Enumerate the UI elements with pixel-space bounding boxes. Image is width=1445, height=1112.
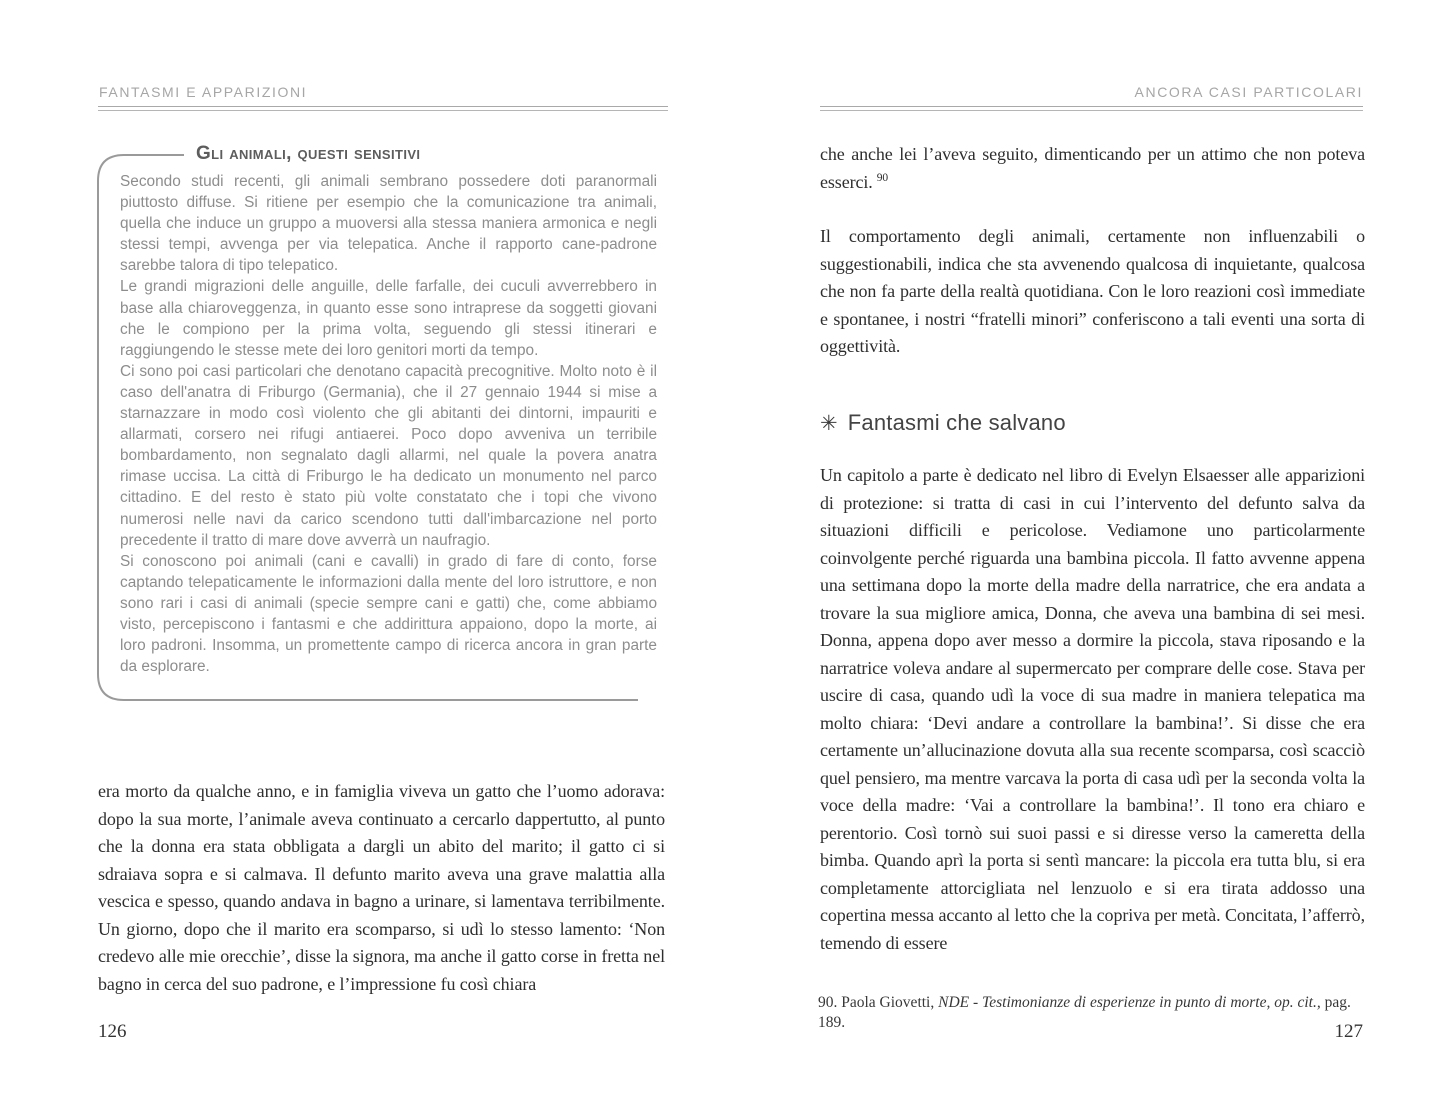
left-body-text: era morto da qualche anno, e in famiglia viveva un gatto che l’uomo adorava: dopo la sua morte, l’animale aveva continuato a cercarlo dappertutto, al punto che la donna era stata obbligata a dargli un abito del marito; il gatto ci si sdraiava sopra e si calmava. Il defunto marito aveva una grave malattia alla vescica e spesso, quando andava in bagno a urinare, si lamentava terribilmente. Un giorno, dopo che il marito era scomparso, si udì lo stesso lamento: ‘Non credevo alle mie orecchie’, disse la signora, ma anche il gatto corse in fretta nel bagno in cerca del suo padrone, e l’impressione fu così chiara <box>98 781 665 994</box>
right-running-header: ANCORA CASI PARTICOLARI <box>1134 84 1363 100</box>
right-paragraph-animals-behaviour: Il comportamento degli animali, certamente non influenzabili o suggestionabili, indica che sta avvenendo qualcosa di inquietante, qualcosa che non fa parte della realtà quotidiana. Con le loro reazioni così immediate e spontanee, i nostri “fratelli minori” conferiscono a tali eventi una sorta di oggettività. <box>820 226 1365 356</box>
box-paragraph: Si conoscono poi animali (cani e cavalli) in grado di fare di conto, forse captando telepaticamente le informazioni dalla mente del loro istruttore, e non sono rari i casi di animali (specie sempre cani e gatti) che, come abbiamo visto, percepiscono i fantasmi e che addirittura appaiono, dopo la morte, ai loro padroni. Insomma, un promettente campo di ricerca ancora in gran parte da esplorare. <box>120 552 657 676</box>
footnote-prefix: 90. Paola Giovetti, <box>818 994 939 1011</box>
box-paragraph: Le grandi migrazioni delle anguille, delle farfalle, dei cuculi avverrebbero in base alla chiaroveggenza, in quanto esse sono intraprese da soggetti giovani che le compiono per la prima volta, seguendo gli stessi itinerari e raggiungendo le stesse mete dei loro genitori morti da tempo. <box>120 278 657 359</box>
paragraph-text: che anche lei l’aveva seguito, dimenticando per un attimo che non poteva esserci. <box>820 144 1365 192</box>
left-page-number: 126 <box>98 1021 127 1042</box>
footnote-book-title: NDE - Testimonianze di esperienze in punto di morte, op. cit., <box>938 994 1321 1011</box>
right-paragraph-saving-ghosts: Un capitolo a parte è dedicato nel libro di Evelyn Elsaesser alle apparizioni di protezione: si tratta di casi in cui l’intervento del defunto salva da situazioni difficili e pericolose. Vediamone uno particolarmente coinvolgente perché riguarda una bambina piccola. Il fatto avvenne appena una settimana dopo la morte della madre della narratrice, che era andata a trovare la sua migliore amica, Donna, che aveva una bambina di sei mesi. Donna, appena dopo aver messo a dormire la piccola, stava riposando e la narratrice voleva andare al supermercato per comprare delle cose. Stava per uscire di casa, quando udì la voce di sua madre in maniera telepatica ma molto chiara: ‘Devi andare a controllare la bambina!’. Si disse che era certamente un’allucinazione dovuta alla sua recente scomparsa, così scacciò quel pensiero, ma mentre varcava la porta di casa udì per la seconda volta la voce della madre: ‘Vai a controllare la bambina!’. Il tono era chiaro e perentorio. Così tornò sui suoi passi e si diresse verso la cameretta della bimba. Quando aprì la porta si sentì mancare: la piccola era tutta blu, si era completamente attorcigliata nel lenzuolo e si era tirata addosso una copertina messa accanto al letto che la copriva per metà. Concitata, l’afferrò, temendo di essere <box>820 465 1365 953</box>
right-header-rule <box>820 106 1363 111</box>
left-header-rule <box>98 106 668 111</box>
right-page-number: 127 <box>1334 1021 1363 1042</box>
left-running-header: FANTASMI E APPARIZIONI <box>99 84 308 100</box>
animals-box-text <box>120 171 657 677</box>
footnote-reference: 90 <box>876 171 888 184</box>
right-paragraph-continuation <box>820 141 1365 196</box>
section-heading-title: Fantasmi che salvano <box>847 410 1066 435</box>
footnote-suffix: pag. 189. <box>818 994 1351 1031</box>
box-paragraph: Ci sono poi casi particolari che denotano capacità precognitive. Molto noto è il caso dell'anatra di Friburgo (Germania), che il 27 gennaio 1944 si mise a starnazzare in modo così violento che gli abitanti dei dintorni, impauriti e allarmati, corsero nei rifugi antiaerei. Poco dopo avveniva un terribile bombardamento, non segnalato dagli allarmi, nel quale la povera anatra rimase uccisa. La città di Friburgo le ha dedicato un monumento nel parco cittadino. E del resto è stato più volte constatato che i topi che vivono numerosi nelle navi da carico scendono tutti dall'imbarcazione nel porto precedente il tratto di mare dove avverrà un naufragio. <box>120 362 657 549</box>
box-paragraph: Secondo studi recenti, gli animali sembrano possedere doti paranormali piuttosto diffuse. Si ritiene per esempio che la comunicazione tra animali, quella che induce un gruppo a muoversi alla stessa maniera armonica e negli stessi tempi, avvenga per via telepatica. Anche il rapporto cane-padrone sarebbe talora di tipo telepatico. <box>120 173 657 275</box>
animals-box-title: Gli animali, questi sensitivi <box>196 143 421 164</box>
section-heading <box>820 410 1365 436</box>
asterisk-icon: ✳ <box>820 412 838 435</box>
